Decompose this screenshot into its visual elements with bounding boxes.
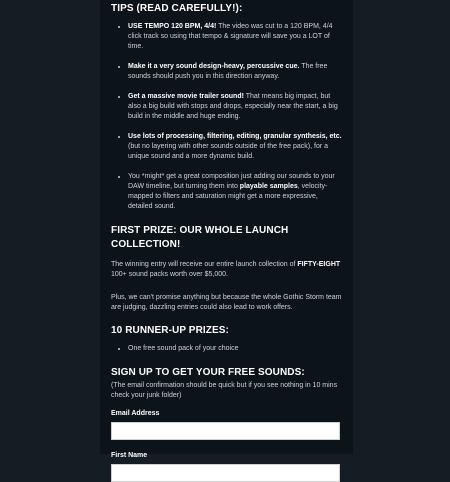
- tip-text: (but no layering with other sounds outside of the free pack), for a unique sound and a more dynamic build.: [128, 143, 329, 160]
- signup-note: (The email confirmation should be quick but if you see nothing in 10 mins check your junk folder): [111, 382, 338, 399]
- first-prize-text: The winning entry will receive our entire launch collection of: [111, 261, 298, 268]
- tip-strong: playable samples: [239, 183, 298, 190]
- tip-pre: You *might* get a great composition just adding our sounds to your DAW timeline, but turning them into: [128, 173, 335, 190]
- first-name-field[interactable]: [111, 464, 340, 482]
- tip-text: The video was cut to a 120 BPM, 4/4 click track so using that tempo & signature will save you a LOT of time.: [128, 23, 333, 50]
- runner-up-heading: 10 RUNNER-UP PRIZES:: [111, 325, 229, 336]
- tip-text: The free sounds should push you in this direction anyway.: [128, 63, 328, 80]
- content-panel: [100, 0, 353, 459]
- first-prize-note: Plus, we can't promise anything but because the whole Gothic Storm team are judging, dazzling entries could also lead to work offers.: [111, 294, 342, 311]
- first-prize-description: [111, 260, 342, 280]
- tips-list: [111, 22, 342, 212]
- tip-strong: Use lots of processing, filtering, editing, granular synthesis, etc.: [128, 133, 342, 140]
- tip-strong: Get a massive movie trailer sound!: [128, 93, 244, 100]
- first-prize-text: 100+ sound packs worth over $5,000.: [111, 271, 228, 278]
- tips-heading: TIPS (READ CAREFULLY!):: [111, 3, 243, 14]
- tip-text: , velocity-mapped to filters and saturation might get a more expressive, detailed sound.: [128, 183, 328, 210]
- tip-item-playable-samples: [128, 172, 342, 212]
- tip-strong: USE TEMPO 120 BPM, 4/4!: [128, 23, 217, 30]
- tip-item-tempo: [128, 22, 342, 52]
- tip-item-processing: [128, 132, 342, 162]
- tip-strong: Make it a very sound design-heavy, percussive cue.: [128, 63, 300, 70]
- runner-up-item: • One free sound pack of your choice: [128, 344, 342, 354]
- tip-item-sound-design: [128, 62, 342, 82]
- tip-item-trailer-sound: [128, 92, 342, 122]
- signup-heading: SIGN UP TO GET YOUR FREE SOUNDS:: [111, 367, 305, 378]
- tip-text: That means big impact, but also a big build with stops and drops, especially near the start, a big build in the middle and huge ending.: [128, 93, 338, 120]
- first-prize-strong: FIFTY-EIGHT: [297, 261, 341, 268]
- runner-up-list: [111, 344, 342, 354]
- first-prize-heading: FIRST PRIZE: OUR WHOLE LAUNCH COLLECTION!: [111, 225, 289, 250]
- first-name-label: First Name: [111, 452, 148, 459]
- email-label: Email Address: [111, 410, 160, 417]
- email-field[interactable]: [111, 422, 340, 440]
